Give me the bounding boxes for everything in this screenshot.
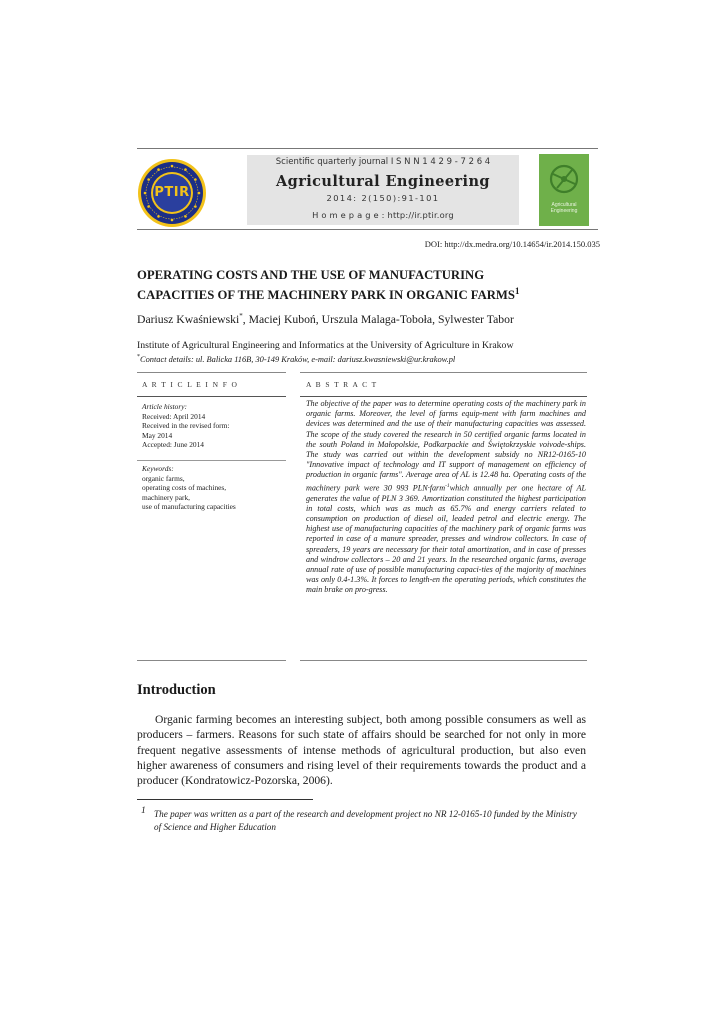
article-history (142, 402, 229, 450)
abstract-superscript: -1 (445, 482, 450, 489)
contact-details (137, 354, 455, 364)
cover-title: Agricultural Engineering (550, 202, 578, 214)
corresponding-mark: * (239, 312, 243, 320)
introduction-heading: Introduction (137, 682, 216, 698)
footnote-mark: 1 (141, 806, 146, 816)
keywords (142, 464, 236, 512)
history-line: Accepted: June 2014 (142, 440, 204, 450)
abstract-part1: The objective of the paper was to determine operating costs of the machinery park in organic farms. Moreover, the level of farms equip-ment with farm machines and devices was determined and the use of their manufacturing capacities was assessed. The scope of the study covered the research in 50 certified organic farms located in the south Poland in Małopolskie, Podkarpackie and Świętokrzyskie voivode-ships. The study was carried out within the development subsidy no NR12-0165-10 "Innovative impact of technology and IT support of management on efficiency of production in organic farms". Average area of AL is 12.48 ha. Operating costs of the machinery park were 30 993 PLN·farm (306, 399, 586, 493)
abstract-label: A B S T R A C T (306, 380, 378, 389)
history-line: May 2014 (142, 430, 173, 440)
history-label: Article history: (142, 402, 187, 411)
abstract-text (306, 399, 586, 596)
contact-text: Contact details: ul. Balicka 116B, 30-149 Kraków, e-mail: dariusz.kwasniewski@ur.krakow.pl (140, 354, 456, 364)
journal-title: Agricultural Engineering (276, 173, 490, 190)
info-top-rule-right (300, 372, 587, 373)
journal-issn-line: Scientific quarterly journal I S N N 1 4 2 9 - 7 2 6 4 (275, 157, 491, 167)
journal-homepage-link[interactable]: H o m e p a g e : http://ir.ptir.org (312, 210, 454, 220)
journal-issue: 2014: 2(150):91-101 (326, 193, 440, 203)
keyword-item: organic farms, (142, 473, 185, 483)
history-line: Received: April 2014 (142, 411, 206, 421)
ptir-logo (137, 158, 207, 228)
header-bottom-rule (137, 229, 598, 230)
logo-text: PTIR (154, 185, 190, 200)
info-top-rule-left (137, 372, 286, 373)
paper-title (137, 267, 597, 303)
keyword-item: operating costs of machines, (142, 483, 227, 493)
footnote-text: The paper was written as a part of the research and development project no NR 12-0165-10 funded by the Ministry of Science and Higher Education (154, 809, 577, 832)
doi-link[interactable]: DOI: http://dx.medra.org/10.14654/ir.2014.150.035 (424, 239, 600, 249)
affiliation: Institute of Agricultural Engineering and Informatics at the University of Agriculture in Krakow (137, 340, 514, 351)
authors (137, 312, 514, 326)
footnote-rule (137, 799, 313, 800)
journal-cover-image (539, 154, 589, 226)
header-top-rule (137, 148, 598, 149)
paper-title-line1: OPERATING COSTS AND THE USE OF MANUFACTURING (137, 268, 485, 282)
history-line: Received in the revised form: (142, 421, 230, 431)
keyword-item: use of manufacturing capacities (142, 502, 236, 512)
introduction-body: Organic farming becomes an interesting subject, both among possible consumers as well as producers – farmers. Reasons for such state of affairs should be searched for not only in more frequent negative assessments of intense methods of agricultural production, but also even higher awareness of consumers and rising level of their requirements towards the product and a producer (Kondratowicz-Pozorska, 2006). (137, 713, 586, 788)
keywords-label: Keywords: (142, 464, 174, 473)
info-label-rule-right (300, 396, 587, 397)
cover-wheel-icon (539, 154, 589, 204)
title-footnote-mark[interactable]: 1 (514, 286, 520, 296)
keyword-item: machinery park, (142, 492, 191, 502)
info-bottom-rule-right (300, 660, 587, 661)
author-first: Dariusz Kwaśniewski (137, 312, 240, 326)
abstract-part2: which annually per one hectare of AL generates the value of PLN 3 369. Amortization constituted the highest participation in total costs, which was as much as 65.7% and energy carriers related to consumption on production of diesel oil, leaded petrol and electric energy. The highest use of manufacturing capacities of the machinery park of organic farms was reported in case of a manure spreader, presses and windrow collectors. In case of spreaders, 19 years are necessary for their total amortization, and in case of presses and windrow collectors – 20 and 21 years. In the researched organic farms, average annual rate of use of possible manufacturing capaci-ties of the majority of machines was only 0.4-1.3%. It forces to length-en the operating periods, which constitutes the main brake on pro-gress. (306, 483, 586, 595)
article-info-label: A R T I C L E I N F O (142, 380, 239, 389)
info-bottom-rule-left (137, 660, 286, 661)
paper-title-line2: CAPACITIES OF THE MACHINERY PARK IN ORGANIC FARMS (137, 288, 515, 303)
contact-mark: * (137, 354, 140, 360)
info-label-rule-left (137, 396, 286, 397)
history-keywords-divider (137, 460, 286, 461)
author-rest: , Maciej Kuboń, Urszula Malaga-Toboła, Sylwester Tabor (242, 312, 514, 326)
